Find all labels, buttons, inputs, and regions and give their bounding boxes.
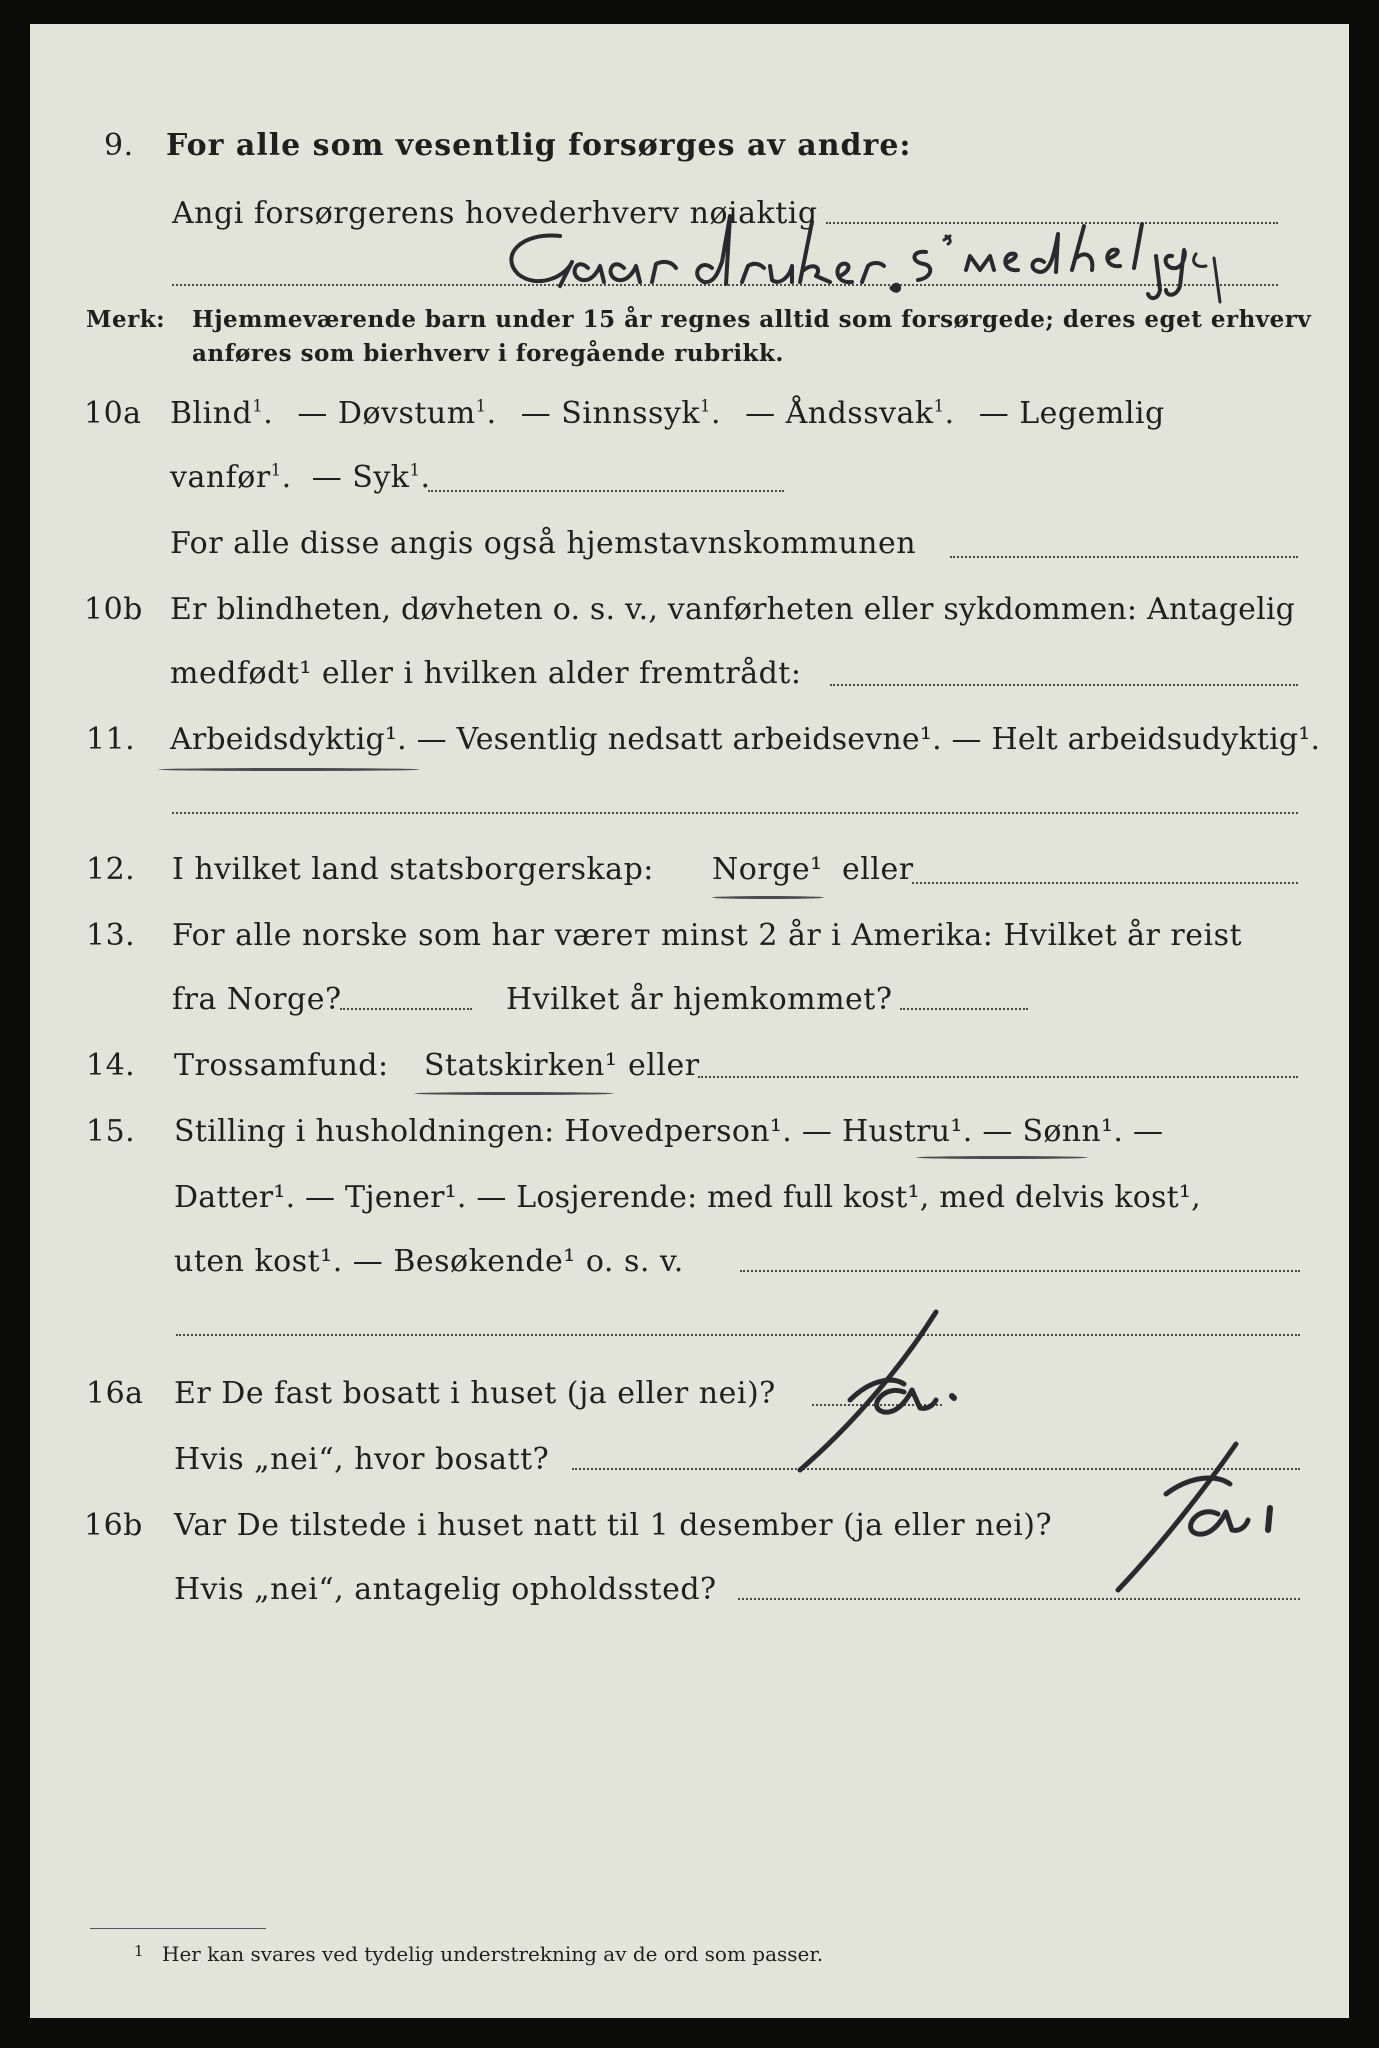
q13-line-2a: fra Norge? [172, 982, 342, 1017]
q14-tail: eller [628, 1048, 700, 1083]
q14-option-statskirken: Statskirken¹ [424, 1048, 618, 1083]
option-dovstum: — Døvstum [287, 396, 476, 431]
option-vanfor: vanfør [170, 460, 271, 495]
q13-line-1: For alle norske som har væreт minst 2 år i Amerika: Hvilket år reist [172, 918, 1243, 953]
option-sinnssyk: — Sinnssyk [510, 396, 700, 431]
q9-handwritten-answer [511, 216, 1220, 302]
q16a-line-2: Hvis „nei“, hvor bosatt? [174, 1442, 550, 1477]
q16a-line-1: Er De fast bosatt i huset (ja eller nei)? [174, 1376, 776, 1411]
q16b-line-2: Hvis „nei“, antagelig opholdssted? [174, 1572, 717, 1607]
q16a-handwritten-ja [800, 1312, 954, 1470]
q15-line-1: Stilling i husholdningen: Hovedperson¹. — Hustru¹. — Sønn¹. — [174, 1114, 1164, 1149]
q10a-line-2: vanfør$^1$. — Syk$^1$. [170, 460, 431, 495]
option-blind: Blind [170, 396, 253, 431]
q12-text: I hvilket land statsborgerskap: [172, 852, 654, 887]
option-andssvak: — Åndssvak [735, 396, 934, 431]
q16b-line-1: Var De tilstede i huset natt til 1 desember (ja eller nei)? [174, 1508, 1053, 1543]
q12-tail: eller [842, 852, 914, 887]
q9-number: 9. [104, 128, 134, 163]
q12-number: 12. [86, 852, 136, 887]
q9-title: For alle som vesentlig forsørges av andre: [166, 128, 912, 163]
q16a-number: 16a [86, 1376, 144, 1411]
q14-text: Trossamfund: [174, 1048, 389, 1083]
q10a-line-1: Blind$^1$. — Døvstum$^1$. — Sinnssyk$^1$. — Åndssvak$^1$. — Legemlig [170, 396, 1165, 431]
q10a-line-3: For alle disse angis også hjemstavnskommunen [170, 526, 917, 561]
option-legemlig: — Legemlig [968, 396, 1165, 431]
q10b-line-1: Er blindheten, døvheten o. s. v., vanførheten eller sykdommen: Antagelig [170, 592, 1296, 627]
q11-text: Arbeidsdyktig¹. — Vesentlig nedsatt arbeidsevne¹. — Helt arbeidsudyktig¹. [170, 722, 1321, 757]
q13-number: 13. [86, 918, 136, 953]
footnote-mark: 1 [134, 1942, 144, 1960]
q9-note-line-2: anføres som bierhverv i foregående rubrikk. [192, 340, 784, 367]
q9-note-line-1: Hjemmeværende barn under 15 år regnes alltid som forsørgede; deres eget erhverv [192, 306, 1312, 333]
q10a-number: 10a [84, 396, 142, 431]
q9-note-label: Merk: [86, 306, 166, 333]
q15-line-3: uten kost¹. — Besøkende¹ o. s. v. [174, 1244, 684, 1279]
option-syk: — Syk [301, 460, 410, 495]
q16b-handwritten-ja [1118, 1444, 1270, 1590]
q15-line-2: Datter¹. — Tjener¹. — Losjerende: med full kost¹, med delvis kost¹, [174, 1180, 1201, 1215]
q14-number: 14. [86, 1048, 136, 1083]
footnote-text: Her kan svares ved tydelig understrekning av de ord som passer. [162, 1942, 824, 1966]
q16b-number: 16b [84, 1508, 143, 1543]
q11-number: 11. [86, 722, 136, 757]
q13-line-2b: Hvilket år hjemkommet? [506, 982, 893, 1017]
q10b-number: 10b [84, 592, 143, 627]
q12-option-norge: Norge¹ [712, 852, 823, 887]
q9-prompt: Angi forsørgerens hovederhverv nøiaktig [172, 196, 818, 231]
q10b-line-2: medfødt¹ eller i hvilken alder fremtrådt: [170, 656, 802, 691]
q15-number: 15. [86, 1114, 136, 1149]
